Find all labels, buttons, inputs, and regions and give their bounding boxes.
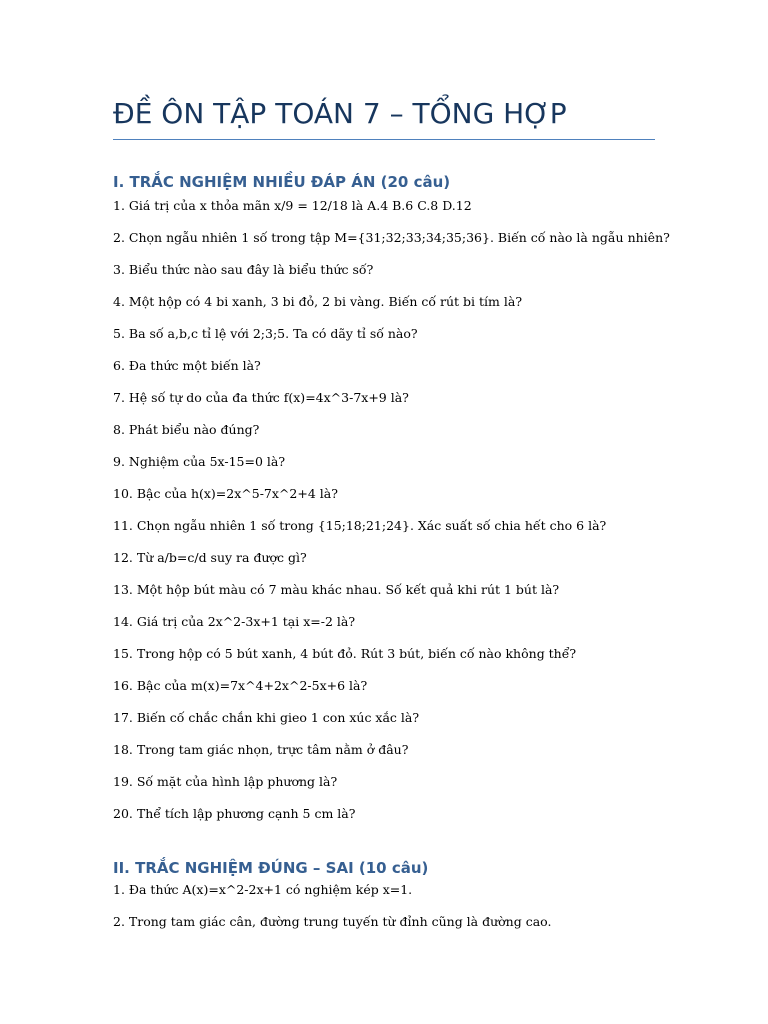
document-title: ĐỀ ÔN TẬP TOÁN 7 – TỔNG HỢP	[113, 97, 567, 130]
question-list-true-false	[113, 881, 551, 945]
question-item: 5. Ba số a,b,c tỉ lệ với 2;3;5. Ta có dãy tỉ số nào?	[113, 326, 418, 341]
question-item: 20. Thể tích lập phương cạnh 5 cm là?	[113, 806, 356, 821]
question-item: 1. Đa thức A(x)=x^2-2x+1 có nghiệm kép x=1.	[113, 882, 413, 897]
question-item: 7. Hệ số tự do của đa thức f(x)=4x^3-7x+9 là?	[113, 390, 409, 405]
question-item: 16. Bậc của m(x)=7x^4+2x^2-5x+6 là?	[113, 678, 368, 693]
question-item: 19. Số mặt của hình lập phương là?	[113, 774, 338, 789]
question-item: 17. Biến cố chắc chắn khi gieo 1 con xúc xắc là?	[113, 710, 420, 725]
question-item: 12. Từ a/b=c/d suy ra được gì?	[113, 550, 307, 565]
question-item: 4. Một hộp có 4 bi xanh, 3 bi đỏ, 2 bi vàng. Biến cố rút bi tím là?	[113, 294, 523, 309]
question-item: 15. Trong hộp có 5 bút xanh, 4 bút đỏ. Rút 3 bút, biến cố nào không thể?	[113, 646, 577, 661]
question-item: 2. Chọn ngẫu nhiên 1 số trong tập M={31;32;33;34;35;36}. Biến cố nào là ngẫu nhiên?	[113, 230, 670, 245]
title-underline	[113, 139, 655, 140]
question-item: 10. Bậc của h(x)=2x^5-7x^2+4 là?	[113, 486, 338, 501]
question-list-multiple-choice	[113, 197, 670, 837]
question-item: 1. Giá trị của x thỏa mãn x/9 = 12/18 là A.4 B.6 C.8 D.12	[113, 198, 472, 213]
question-item: 8. Phát biểu nào đúng?	[113, 422, 260, 437]
section-heading-true-false: II. TRẮC NGHIỆM ĐÚNG – SAI (10 câu)	[113, 859, 429, 877]
question-item: 14. Giá trị của 2x^2-3x+1 tại x=-2 là?	[113, 614, 356, 629]
question-item: 2. Trong tam giác cân, đường trung tuyến từ đỉnh cũng là đường cao.	[113, 914, 552, 929]
question-item: 13. Một hộp bút màu có 7 màu khác nhau. Số kết quả khi rút 1 bút là?	[113, 582, 560, 597]
question-item: 11. Chọn ngẫu nhiên 1 số trong {15;18;21;24}. Xác suất số chia hết cho 6 là?	[113, 518, 607, 533]
section-heading-multiple-choice: I. TRẮC NGHIỆM NHIỀU ĐÁP ÁN (20 câu)	[113, 173, 451, 191]
question-item: 18. Trong tam giác nhọn, trực tâm nằm ở đâu?	[113, 742, 409, 757]
question-item: 9. Nghiệm của 5x-15=0 là?	[113, 454, 286, 469]
question-item: 3. Biểu thức nào sau đây là biểu thức số?	[113, 262, 374, 277]
question-item: 6. Đa thức một biến là?	[113, 358, 261, 373]
